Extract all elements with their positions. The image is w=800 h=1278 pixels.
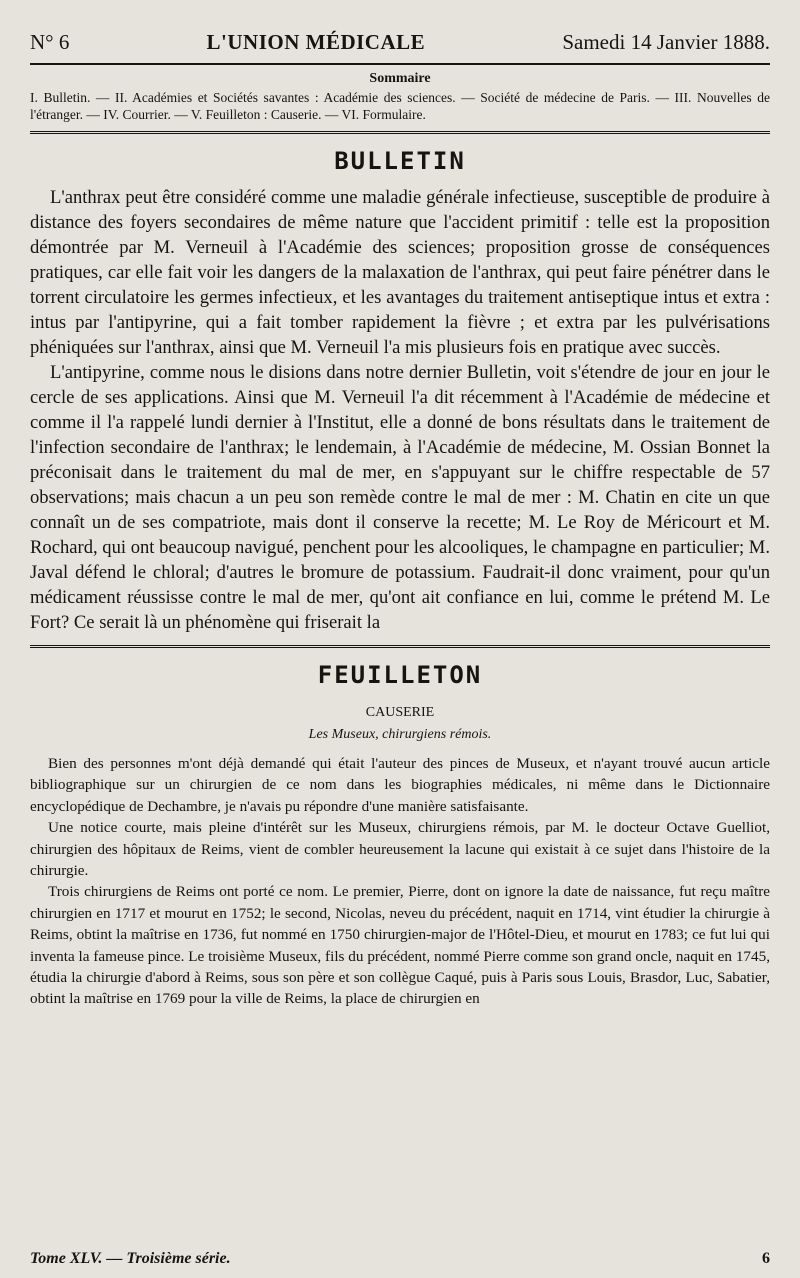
tome-series: Tome XLV. — Troisième série. [30,1250,231,1267]
causerie-subtitle: Les Museux, chirurgiens rémois. [308,727,492,742]
feuilleton-paragraph-2: Une notice courte, mais pleine d'intérêt sur les Museux, chirurgiens rémois, par M. le docteur Octave Guelliot, chirurgien des hôpitaux de Reims, vient de combler heureusement la lacune qui existait à ce sujet dans l'histoire de la chirurgie. [30,819,770,880]
issue-date: Samedi 14 Janvier 1888. [562,30,770,54]
page-header [30,30,770,63]
feuilleton-paragraph-3: Trois chirurgiens de Reims ont porté ce nom. Le premier, Pierre, dont on ignore la date de naissance, fut reçu maître chirurgien en 1717 et mourut en 1752; le second, Nicolas, neveu du précédent, naquit en 1714, vint étudier la chirurgie à Reims, obtint la maîtrise en 1736, fut nommé en 1750 chirurgien-major de l'Hôtel-Dieu, et mourut en 1783; ce fut lui qui inventa la fameuse pince. Le troisième Museux, fils du précédent, nommé Pierre comme son grand oncle, naquit en 1745, étudia la chirurgie d'abord à Reims, sous son père et son collègue Caqué, puis à Paris sous Louis, Brasdor, Luc, Sabatier, obtint la maîtrise en 1769 pour la ville de Reims, la place de chirurgien en [30,883,770,1008]
folio-number: 6 [762,1250,770,1267]
feuilleton-title: FEUILLETON [317,661,483,689]
page-footer [30,1250,770,1268]
header-rule [30,63,770,65]
bulletin-paragraph-2: L'antipyrine, comme nous le disions dans notre dernier Bulletin, voit s'étendre de jour en jour le cercle de ses applications. Ainsi que M. Verneuil l'a dit récemment à l'Académie de médecine et comme il l'a rappelé lundi dernier à l'Institut, elle a donné de bons résultats dans le traitement de l'infection secondaire de l'anthrax; le lendemain, à l'Académie de médecine, M. Ossian Bonnet la préconisait dans le traitement du mal de mer, en s'appuyant sur le chiffre respectable de 57 observations; mais chacun a un peu son remède contre le mal de mer : M. Chatin en cite un que connaît un de ses compatriote, mais dont il conserve la recette; M. Le Roy de Méricourt et M. Rochard, qui ont beaucoup navigué, penchent pour les alcooliques, le champagne en particulier; M. Javal défend le chloral; d'autres le bromure de potassium. Faudrait-il donc vraiment, pour qu'un médicament réussisse contre le mal de mer, qu'ont ait confiance en lui, comme le prétend M. Le Fort? Ce serait là un phénomène qui friserait la [30,362,770,633]
bulletin-paragraph-1: L'anthrax peut être considéré comme une maladie générale infectieuse, susceptible de produire à distance des foyers secondaires de même nature que l'accident primitif : telle est la proposition démontrée par M. Verneuil à l'Académie des sciences; proposition grosse de conséquences pratiques, car elle fait voir les dangers de la malaxation de l'anthrax, qui peut faire pénétrer dans le torrent circulatoire les germes infectieux, et les avantages du traitement antiseptique intus et extra : intus par l'antipyrine, qui a fait tomber rapidement la fièvre ; et extra par les pulvérisations phéniquées sur l'anthrax, ainsi que M. Verneuil l'a mis plusieurs fois en pratique avec succès. [30,187,770,358]
journal-title: L'UNION MÉDICALE [206,30,426,54]
causerie-heading: CAUSERIE [365,705,435,720]
feuilleton-section [30,661,770,1010]
feuilleton-paragraph-1: Bien des personnes m'ont déjà demandé qui était l'auteur des pinces de Museux, et n'ayant trouvé aucun article bibliographique sur un chirurgien de ce nom dans les biographies médicales, ni même dans le Dictionnaire encyclopédique de Dechambre, je n'avais pu répondre d'une manière satisfaisante. [30,755,770,815]
sommaire-text: I. Bulletin. — II. Académies et Sociétés savantes : Académie des sciences. — Société de médecine de Paris. — III. Nouvelles de l'étranger. — IV. Courrier. — V. Feuilleton : Causerie. — VI. Formulaire. [30,90,770,122]
sommaire-rule [30,131,770,137]
feuilleton-rule [30,645,770,651]
issue-number: N° 6 [30,30,70,54]
bulletin-title: BULLETIN [334,147,466,175]
bulletin-body [30,185,770,635]
sommaire-title: Sommaire [369,71,431,86]
